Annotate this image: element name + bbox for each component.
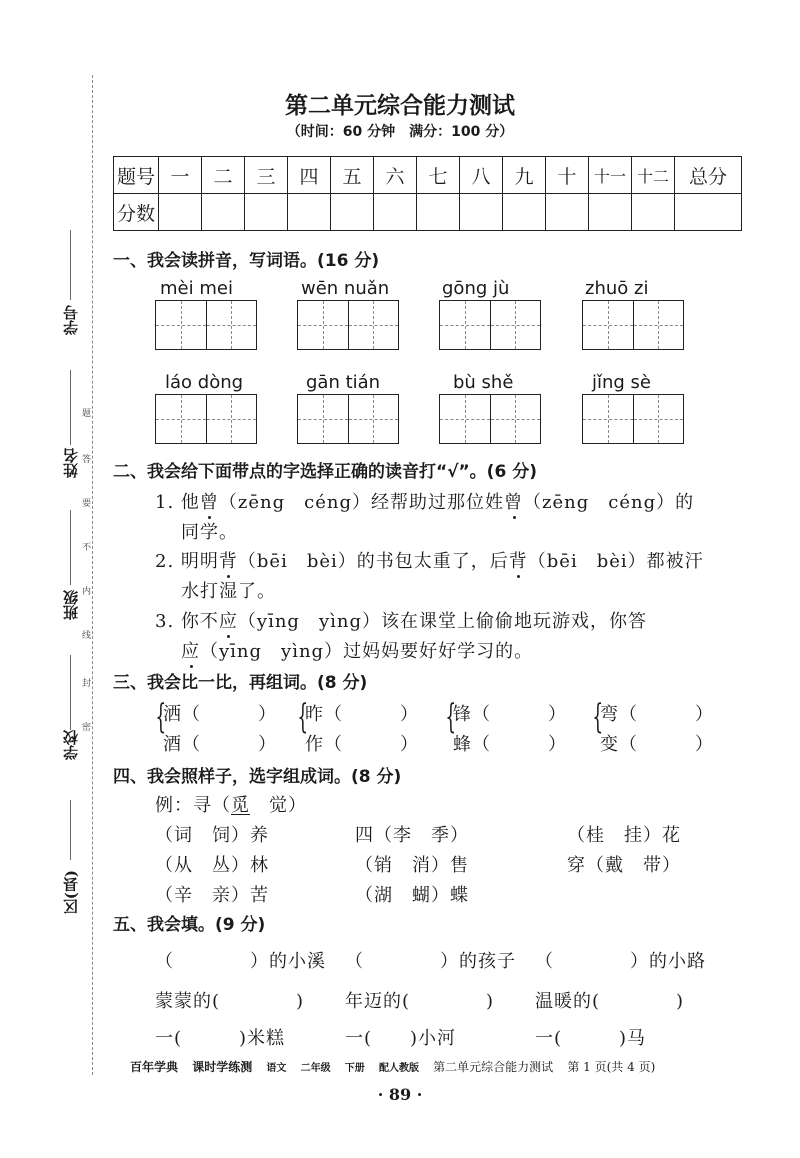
example-line: 例：寻（觅 觉） <box>155 795 307 816</box>
score-table-header-row <box>114 157 742 194</box>
score-cell: 三 <box>245 157 288 194</box>
seal-char: 不 <box>82 543 92 553</box>
question-2-2: 2. 明明背（bēi bèi）的书包太重了，后背（bēi bèi）都被汗 <box>155 551 704 572</box>
compare-word: 锋（ ） <box>453 704 567 725</box>
example-answer: 觅 <box>231 795 250 816</box>
question-2-2-cont: 水打湿了。 <box>181 581 276 602</box>
compare-word: 蜂（ ） <box>453 734 567 755</box>
score-input-cell[interactable] <box>546 194 589 231</box>
dotted-char: 应 <box>181 641 200 662</box>
school-label: 学校 <box>62 730 80 760</box>
compare-word: 作（ ） <box>305 734 419 755</box>
seal-char: 密 <box>82 723 92 733</box>
fill-item[interactable]: 一( )米糕 <box>155 1028 286 1049</box>
score-cell: 七 <box>417 157 460 194</box>
seal-char: 线 <box>82 631 92 641</box>
seal-char: 题 <box>82 409 92 419</box>
score-row-label: 分数 <box>114 194 159 231</box>
page-footer <box>130 1058 750 1075</box>
choice-item[interactable]: （辛 亲）苦 <box>155 885 269 906</box>
student-id-line <box>70 230 71 300</box>
seal-char: 封 <box>82 679 92 689</box>
writing-grid[interactable] <box>297 300 399 350</box>
score-input-cell[interactable] <box>675 194 742 231</box>
district-line <box>70 800 71 860</box>
question-2-3: 3. 你不应（yīng yìng）该在课堂上偷偷地玩游戏，你答 <box>155 611 647 632</box>
compare-word: 酒（ ） <box>163 734 277 755</box>
choice-item[interactable]: 穿（戴 带） <box>567 855 681 876</box>
dotted-char: 曾 <box>199 492 219 513</box>
choice-item[interactable]: （湖 蝴）蝶 <box>355 885 469 906</box>
dotted-char: 背 <box>218 551 238 572</box>
writing-grid[interactable] <box>155 394 257 444</box>
section-5-heading: 五、我会填。(9 分) <box>113 915 266 935</box>
score-input-cell[interactable] <box>589 194 632 231</box>
question-2-1: 1. 他曾（zēng céng）经帮助过那位姓曾（zēng céng）的 <box>155 492 695 513</box>
score-input-cell[interactable] <box>503 194 546 231</box>
score-input-cell[interactable] <box>460 194 503 231</box>
score-cell: 二 <box>202 157 245 194</box>
dotted-char: 背 <box>508 551 528 572</box>
fill-item[interactable]: （ ）的小路 <box>535 951 706 972</box>
score-input-cell[interactable] <box>159 194 202 231</box>
name-label: 姓名 <box>62 448 80 478</box>
writing-grid[interactable] <box>297 394 399 444</box>
footer-edition: 配人教版 <box>378 1063 419 1074</box>
compare-word: 弯（ ） <box>600 704 714 725</box>
page-number: · 89 · <box>377 1085 423 1104</box>
seal-char: 内 <box>82 587 92 597</box>
footer-test: 第二单元综合能力测试 <box>433 1060 554 1074</box>
fill-item[interactable]: （ ）的小溪 <box>155 951 326 972</box>
choice-item[interactable]: （销 消）售 <box>355 855 469 876</box>
pinyin-label: zhuō zi <box>585 278 649 299</box>
fill-item[interactable]: 温暖的( ) <box>535 991 685 1012</box>
writing-grid[interactable] <box>439 394 541 444</box>
school-line <box>70 655 71 730</box>
pinyin-label: gān tián <box>306 372 381 393</box>
compare-word: 昨（ ） <box>305 704 419 725</box>
footer-subject: 语文 <box>266 1063 287 1074</box>
score-input-cell[interactable] <box>245 194 288 231</box>
district-label: 区(县) <box>62 870 80 915</box>
choice-item[interactable]: （桂 挂）花 <box>567 825 681 846</box>
brace: { <box>592 697 604 737</box>
brace: { <box>297 697 309 737</box>
seal-char: 答 <box>82 455 92 465</box>
score-table <box>113 156 742 231</box>
pinyin-label: gōng jù <box>442 278 510 299</box>
pinyin-label: wēn nuǎn <box>301 278 390 299</box>
score-cell: 十一 <box>589 157 632 194</box>
page-subtitle: （时间：60 分钟 满分：100 分） <box>286 124 514 140</box>
section-2-heading: 二、我会给下面带点的字选择正确的读音打“√”。(6 分) <box>113 462 537 482</box>
fill-item[interactable]: 一( )小河 <box>345 1028 457 1049</box>
score-cell: 一 <box>159 157 202 194</box>
score-cell: 十 <box>546 157 589 194</box>
compare-word: 洒（ ） <box>163 704 277 725</box>
pinyin-label: láo dòng <box>165 372 244 393</box>
score-cell: 十二 <box>632 157 675 194</box>
choice-item[interactable]: 四（李 季） <box>355 825 469 846</box>
choice-item[interactable]: （从 丛）林 <box>155 855 269 876</box>
seal-char: 要 <box>82 499 92 509</box>
section-4-heading: 四、我会照样子，选字组成词。(8 分) <box>113 767 402 787</box>
brace: { <box>155 697 167 737</box>
score-table-score-row <box>114 194 742 231</box>
score-input-cell[interactable] <box>288 194 331 231</box>
pinyin-label: mèi mei <box>160 278 233 299</box>
score-cell: 六 <box>374 157 417 194</box>
class-label: 班级 <box>62 590 80 620</box>
section-3-heading: 三、我会比一比，再组词。(8 分) <box>113 673 368 693</box>
writing-grid[interactable] <box>582 300 684 350</box>
score-input-cell[interactable] <box>202 194 245 231</box>
fill-item[interactable]: 年迈的( ) <box>345 991 495 1012</box>
dotted-char: 曾 <box>504 492 524 513</box>
fill-item[interactable]: 一( )马 <box>535 1028 647 1049</box>
compare-word: 变（ ） <box>600 734 714 755</box>
footer-grade: 二年级 <box>300 1063 331 1074</box>
footer-brand: 百年学典 <box>130 1060 179 1074</box>
score-input-cell[interactable] <box>331 194 374 231</box>
page-title: 第二单元综合能力测试 <box>285 93 515 119</box>
pinyin-label: jǐng sè <box>592 372 652 393</box>
score-cell: 四 <box>288 157 331 194</box>
choice-item[interactable]: （词 饲）养 <box>155 825 269 846</box>
writing-grid[interactable] <box>155 300 257 350</box>
question-2-1-cont: 同学。 <box>181 522 238 543</box>
dotted-char: 应 <box>218 611 238 632</box>
score-input-cell[interactable] <box>374 194 417 231</box>
name-line <box>70 370 71 445</box>
fill-item[interactable]: 蒙蒙的( ) <box>155 991 305 1012</box>
pinyin-label: bù shě <box>453 372 514 393</box>
score-cell: 九 <box>503 157 546 194</box>
score-cell: 五 <box>331 157 374 194</box>
score-cell: 总分 <box>675 157 742 194</box>
score-cell: 题号 <box>114 157 159 194</box>
class-line <box>70 510 71 585</box>
footer-series: 课时学练测 <box>192 1060 253 1074</box>
writing-grid[interactable] <box>582 394 684 444</box>
binding-line <box>92 75 93 1075</box>
brace: { <box>445 697 457 737</box>
footer-page: 第 1 页(共 4 页) <box>567 1060 656 1074</box>
score-input-cell[interactable] <box>417 194 460 231</box>
score-cell: 八 <box>460 157 503 194</box>
score-input-cell[interactable] <box>632 194 675 231</box>
student-id-label: 学号 <box>62 305 80 335</box>
question-2-3-cont: 应（yīng yìng）过妈妈要好好学习的。 <box>181 641 534 662</box>
fill-item[interactable]: （ ）的孩子 <box>345 951 516 972</box>
footer-volume: 下册 <box>344 1063 365 1074</box>
writing-grid[interactable] <box>439 300 541 350</box>
section-1-heading: 一、我会读拼音，写词语。(16 分) <box>113 251 380 271</box>
